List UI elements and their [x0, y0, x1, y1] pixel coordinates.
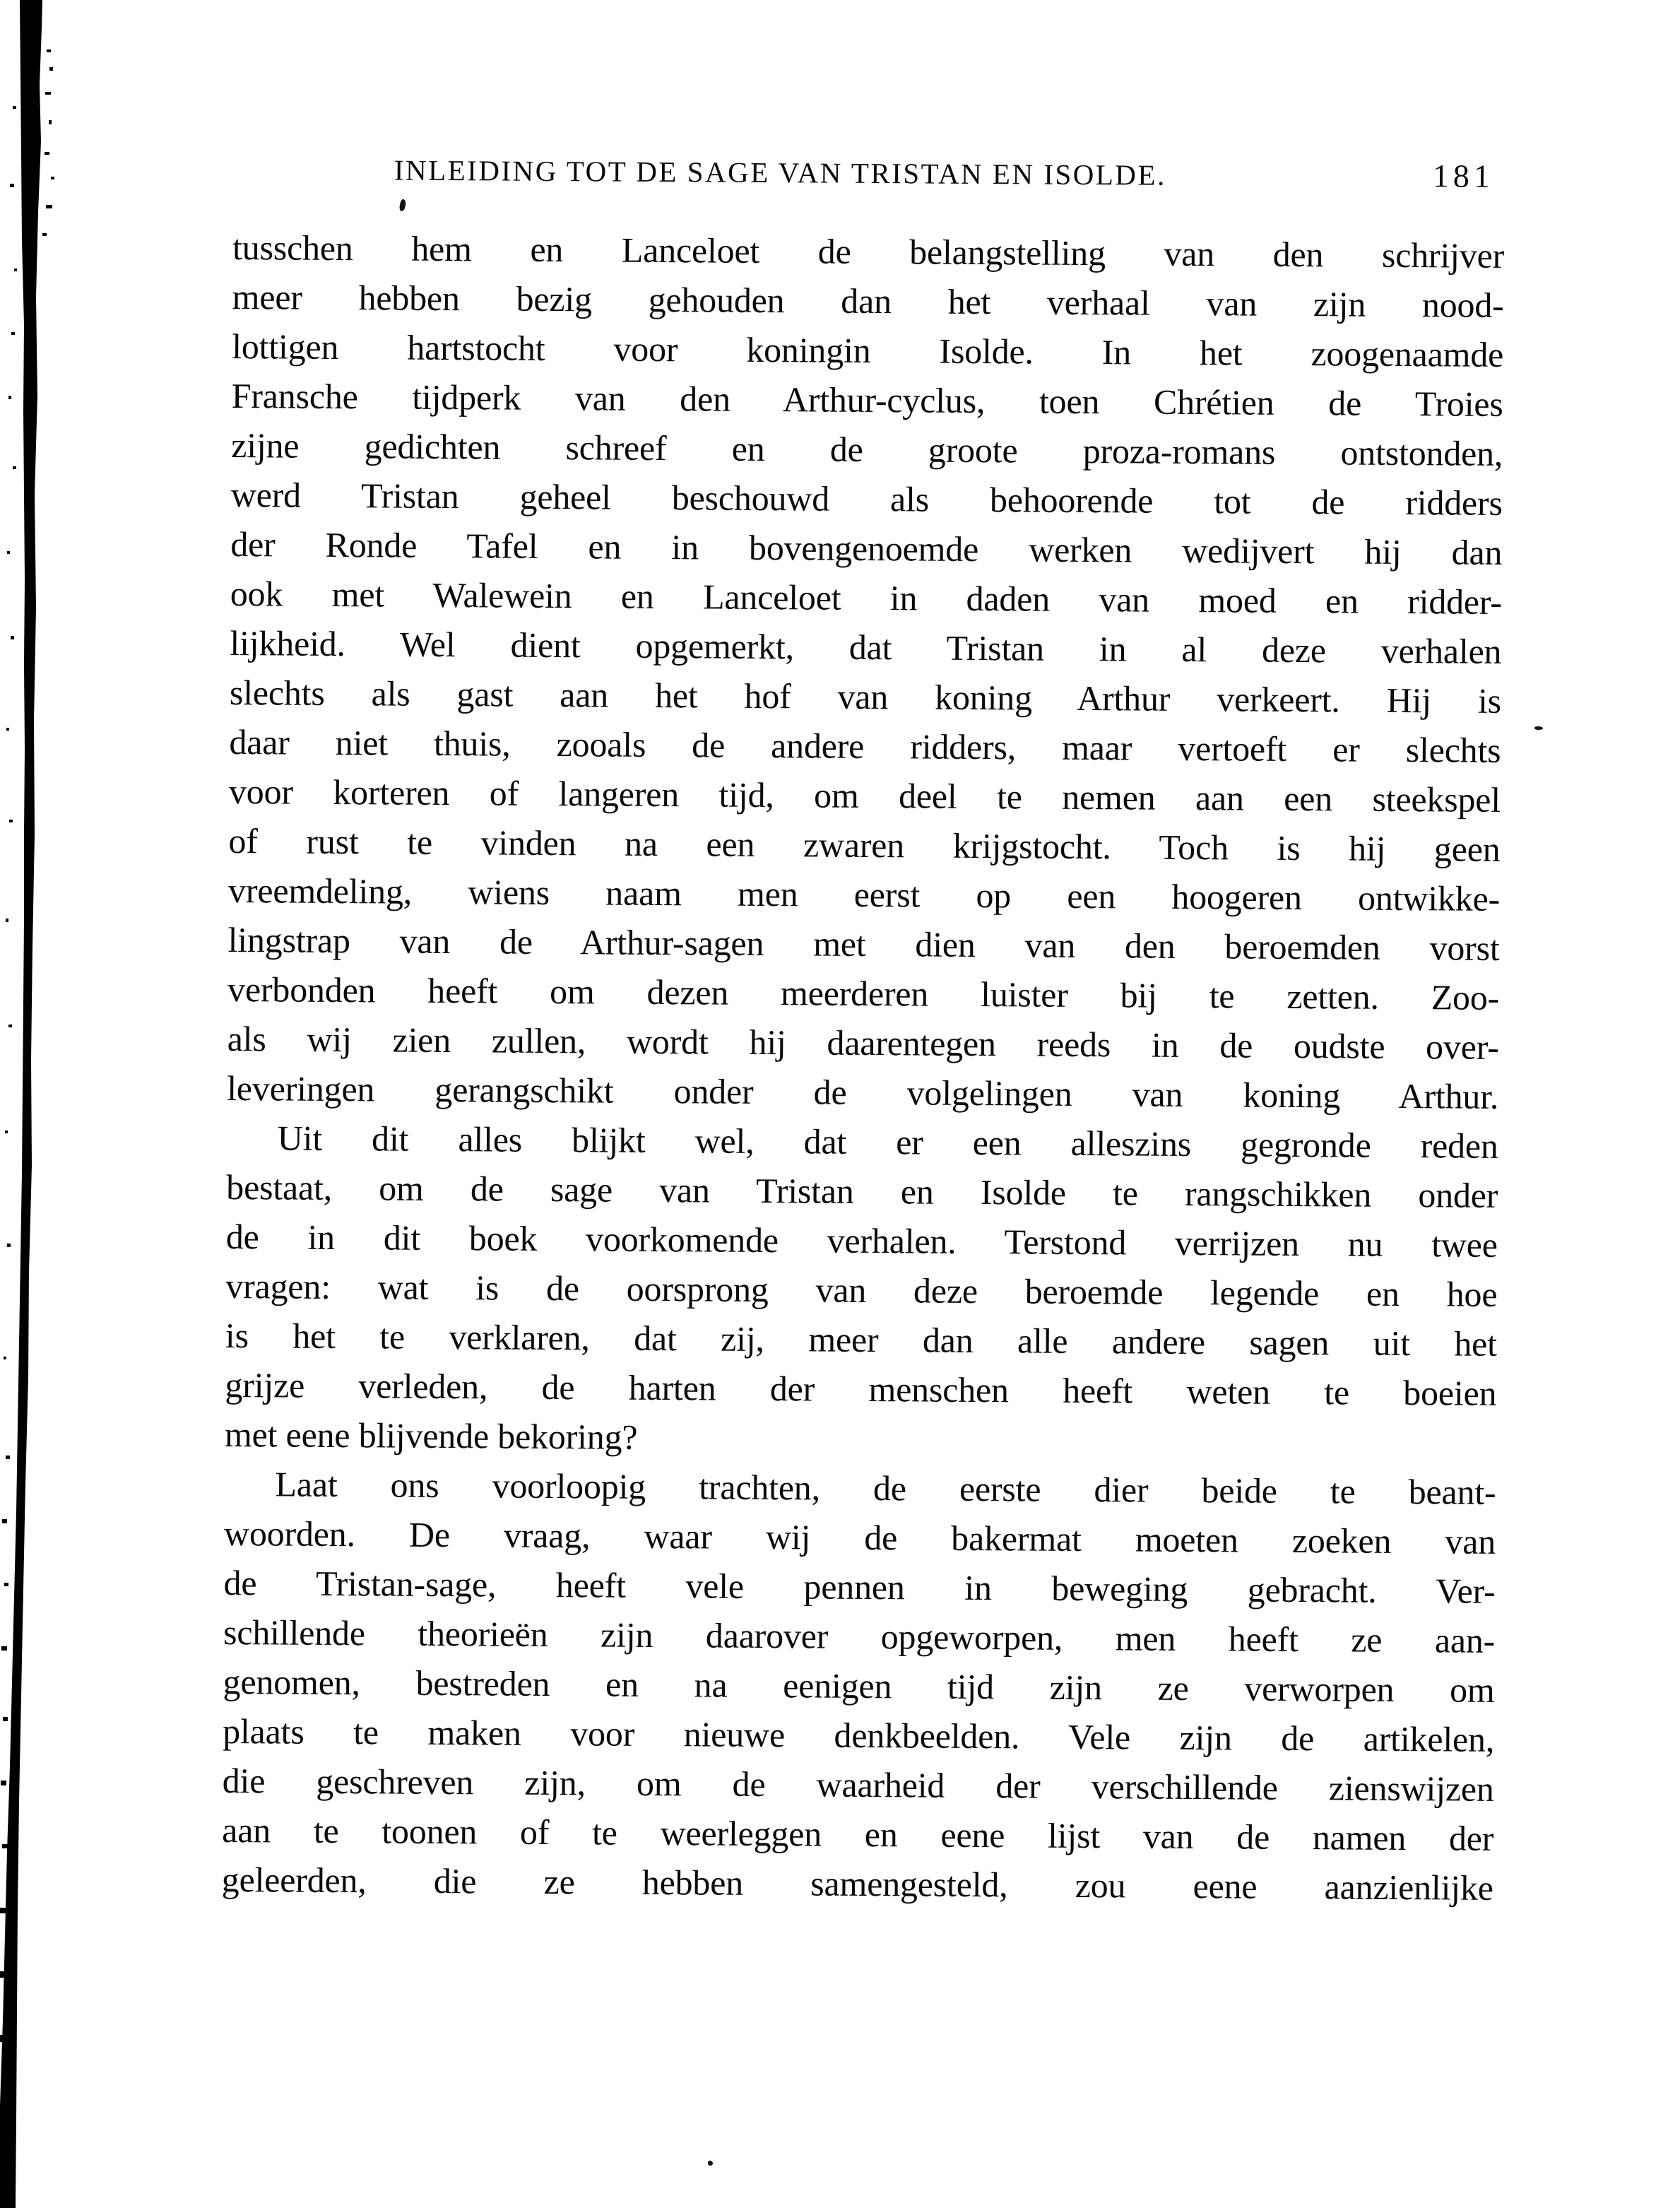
- text-line: Fransche tijdperk van den Arthur-cyclus, toen Chrétien de Troies: [231, 375, 1503, 424]
- text-line: Laat ons voorloopig trachten, de eerste dier beide te beant-: [275, 1464, 1496, 1512]
- text-line: genomen, bestreden en na eenigen tijd zijn ze verworpen om: [223, 1661, 1495, 1710]
- text-line: tusschen hem en Lanceloet de belangstelling van den schrijver: [232, 227, 1505, 276]
- page-header: [233, 152, 1505, 204]
- text-line: zijne gedichten schreef en de groote proza-romans ontstonden,: [231, 425, 1503, 473]
- text-block: [222, 223, 1505, 1913]
- text-line: aan te toonen of te weerleggen en eene lijst van de namen der: [222, 1810, 1494, 1858]
- text-line: vreemdeling, wiens naam men eerst op een hoogeren ontwikke-: [227, 870, 1501, 919]
- text-line: vragen: wat is de oorsprong van deze beroemde legende en hoe: [225, 1265, 1498, 1314]
- text-line: lottigen hartstocht voor koningin Isolde. In het zoogenaamde: [231, 326, 1504, 374]
- scan-speck: [708, 2161, 713, 2166]
- page-number: 181: [1432, 158, 1494, 194]
- text-line: grijze verleden, de harten der menschen heeft weten te boeien: [225, 1364, 1497, 1413]
- text-line: geleerden, die ze hebben samengesteld, zou eene aanzienlijke: [221, 1859, 1493, 1908]
- text-line: de Tristan-sage, heeft vele pennen in beweging gebracht. Ver-: [223, 1562, 1496, 1611]
- text-line: slechts als gast aan het hof van koning Arthur verkeert. Hij is: [229, 672, 1502, 721]
- text-line: meer hebben bezig gehouden dan het verhaal van zijn nood-: [232, 276, 1504, 325]
- text-line: de in dit boek voorkomende verhalen. Terstond verrijzen nu twee: [225, 1216, 1498, 1265]
- text-line: lijkheid. Wel dient opgemerkt, dat Tristan in al deze verhalen: [230, 622, 1502, 671]
- scan-content: [222, 152, 1505, 1913]
- text-line: daar niet thuis, zooals de andere ridders, maar vertoeft er slechts: [229, 721, 1501, 770]
- text-line: die geschreven zijn, om de waarheid der verschillende zienswijzen: [222, 1760, 1494, 1809]
- text-line: met eene blijvende bekoring?: [224, 1414, 638, 1457]
- scan-speck: [1534, 726, 1543, 730]
- text-line: of rust te vinden na een zwaren krijgstocht. Toch is hij geen: [228, 820, 1501, 869]
- text-line: schillende theorieën zijn daarover opgeworpen, men heeft ze aan-: [223, 1612, 1496, 1660]
- text-line: Uit dit alles blijkt wel, dat er een alleszins gegronde reden: [277, 1118, 1498, 1166]
- text-line: bestaat, om de sage van Tristan en Isolde te rangschikken onder: [226, 1167, 1498, 1215]
- text-line: woorden. De vraag, waar wij de bakermat moeten zoeken van: [223, 1513, 1496, 1561]
- text-line: werd Tristan geheel beschouwd als behoorende tot de ridders: [230, 474, 1503, 523]
- text-line: der Ronde Tafel en in bovengenoemde werken wedijvert hij dan: [230, 524, 1503, 572]
- text-line: als wij zien zullen, wordt hij daarentegen reeds in de oudste over-: [227, 1018, 1499, 1067]
- text-line: voor korteren of langeren tijd, om deel te nemen aan een steekspel: [228, 771, 1501, 820]
- text-line: ook met Walewein en Lanceloet in daden van moed en ridder-: [230, 573, 1503, 622]
- text-line: leveringen gerangschikt onder de volgelingen van koning Arthur.: [227, 1068, 1499, 1116]
- running-title: INLEIDING TOT DE SAGE VAN TRISTAN EN ISOLDE.: [394, 153, 1166, 191]
- scan-binding-artifact: [0, 0, 78, 2208]
- text-line: is het te verklaren, dat zij, meer dan alle andere sagen uit het: [225, 1315, 1498, 1364]
- text-line: verbonden heeft om dezen meerderen luister bij te zetten. Zoo-: [227, 969, 1500, 1017]
- text-line: plaats te maken voor nieuwe denkbeelden. Vele zijn de artikelen,: [222, 1711, 1495, 1759]
- text-line: lingstrap van de Arthur-sagen met dien van den beroemden vorst: [227, 919, 1500, 968]
